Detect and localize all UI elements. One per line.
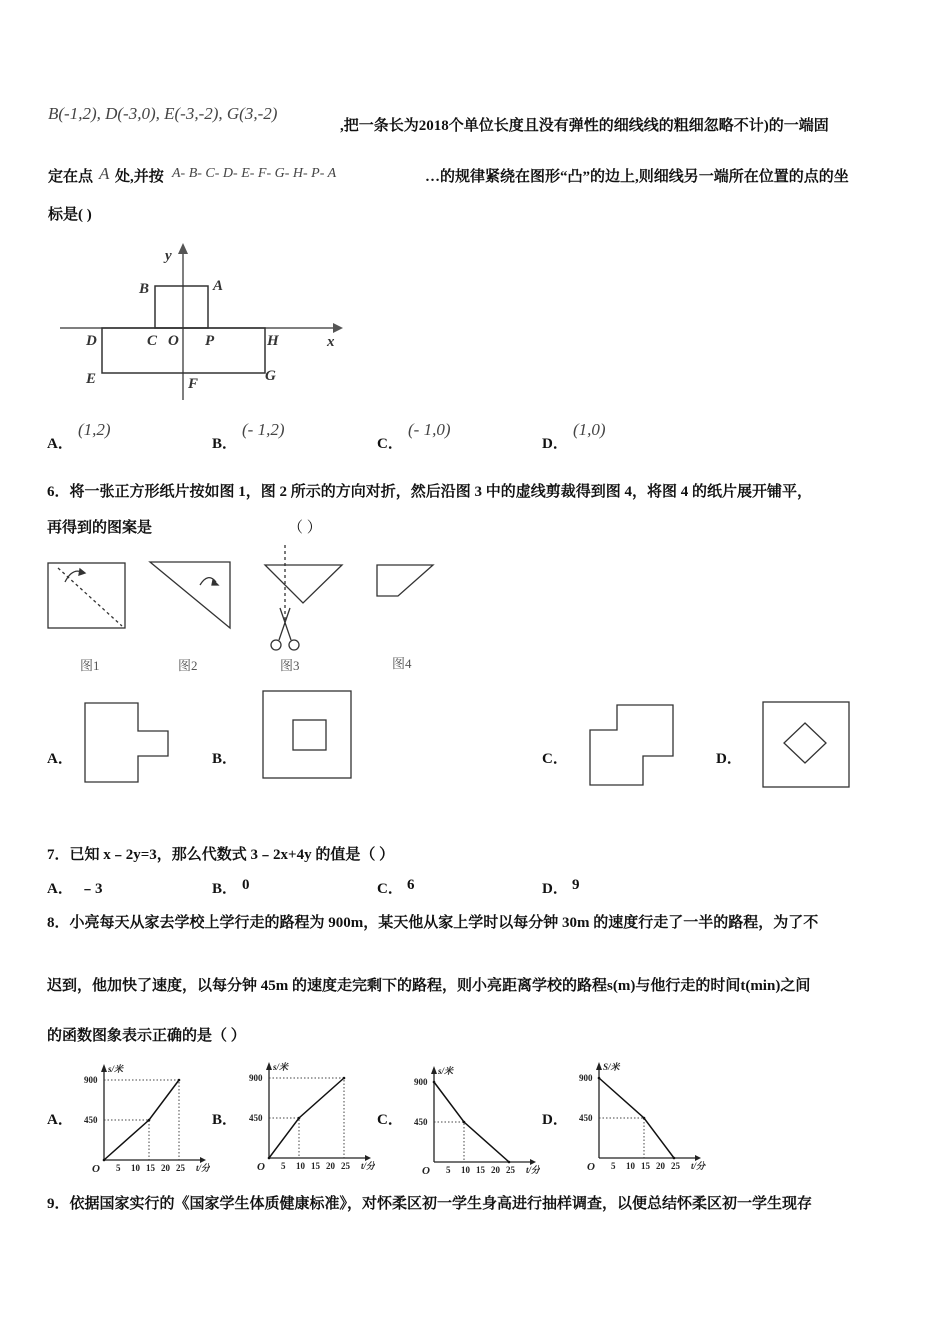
q8-option-a[interactable]: A．: [47, 1112, 73, 1128]
q7-option-b-value[interactable]: 0: [242, 877, 250, 893]
data-point: [463, 1121, 466, 1124]
x-tick-label: 15: [311, 1161, 320, 1171]
x-tick-label: 25: [671, 1161, 680, 1171]
data-point: [343, 1077, 346, 1080]
x-tick-label: 15: [476, 1165, 485, 1175]
fig2-label: 图2: [178, 658, 198, 673]
x-axis-label: t/分: [691, 1161, 706, 1171]
data-point: [268, 1157, 271, 1160]
x-tick-label: 25: [176, 1163, 185, 1173]
q6-option-c[interactable]: C．: [542, 751, 568, 767]
fig3-label: 图3: [280, 658, 300, 673]
x-tick-label: 15: [641, 1161, 650, 1171]
y-tick-label: 900: [249, 1073, 263, 1083]
y-axis-arrow: [431, 1066, 437, 1074]
q5-points: B(-1,2), D(-3,0), E(-3,-2), G(3,-2): [48, 104, 278, 123]
label-H: H: [267, 333, 279, 349]
q6-option-b[interactable]: B．: [212, 751, 238, 767]
y-tick-label: 450: [579, 1113, 593, 1123]
q5-text-line2a: 定在点: [48, 169, 94, 185]
q5-option-b-label[interactable]: B．: [212, 436, 238, 452]
q5-figure: [55, 240, 345, 405]
x-tick-label: 20: [326, 1161, 335, 1171]
label-A: A: [213, 278, 224, 294]
q5-option-c-label[interactable]: C．: [377, 436, 403, 452]
q8-text-line2: 迟到，他加快了速度，以每分钟 45m 的速度走完剩下的路程，则小亮距离学校的路程s(m)与他行走的时间t(min)之间: [47, 978, 811, 994]
q6-option-b-shape[interactable]: [260, 688, 356, 782]
fig1-label: 图1: [80, 658, 100, 673]
y-axis-label: s/米: [273, 1062, 289, 1072]
data-point: [433, 1081, 436, 1084]
q5-sequence: A- B- C- D- E- F- G- H- P- A: [172, 166, 337, 181]
x-tick-label: 5: [446, 1165, 451, 1175]
y-tick-label: 900: [414, 1077, 428, 1087]
x-tick-label: 20: [656, 1161, 665, 1171]
q5-option-a-value[interactable]: (1,2): [78, 420, 111, 439]
label-E: E: [86, 371, 97, 387]
q8-text-line1: 8．小亮每天从家去学校上学行走的路程为 900m，某天他从家上学时以每分钟 30m 的速度行走了一半的路程，为了不: [47, 915, 819, 931]
q5-point-a: A: [99, 164, 110, 183]
q8-graph-a[interactable]: [82, 1060, 210, 1175]
q7-option-d-label[interactable]: D．: [542, 881, 568, 897]
x-tick-label: 10: [131, 1163, 140, 1173]
x-tick-label: 5: [611, 1161, 616, 1171]
q6-text-line2: 再得到的图案是: [47, 520, 153, 536]
q5-text-line1: ,把一条长为2018个单位长度且没有弹性的细线线的粗细忽略不计)的一端固: [340, 118, 829, 134]
x-tick-label: 25: [341, 1161, 350, 1171]
origin-label: O: [587, 1161, 595, 1173]
x-tick-label: 20: [491, 1165, 500, 1175]
y-tick-label: 450: [249, 1113, 263, 1123]
data-point: [673, 1157, 676, 1160]
q5-option-d-value[interactable]: (1,0): [573, 420, 606, 439]
y-axis-label: s/米: [108, 1064, 124, 1074]
label-O: O: [168, 333, 179, 349]
q6-option-a[interactable]: A．: [47, 751, 73, 767]
q6-text-line1: 6．将一张正方形纸片按如图 1，图 2 所示的方向对折，然后沿图 3 中的虚线剪裁得到图 4，将图 4 的纸片展开铺平，: [47, 484, 813, 500]
x-tick-label: 10: [296, 1161, 305, 1171]
label-G: G: [265, 368, 276, 384]
q5-text-line3: 标是( ): [48, 207, 92, 223]
q7-option-a-value[interactable]: ﹣3: [80, 881, 103, 897]
x-tick-label: 10: [461, 1165, 470, 1175]
q8-graph-d[interactable]: [577, 1058, 727, 1173]
q7-stem: 7．已知 x﹣2y=3，那么代数式 3﹣2x+4y 的值是（ ）: [47, 847, 395, 863]
label-F: F: [188, 376, 199, 392]
origin-label: O: [422, 1165, 430, 1177]
data-point: [298, 1117, 301, 1120]
x-tick-label: 5: [116, 1163, 121, 1173]
q6-option-d[interactable]: D．: [716, 751, 742, 767]
y-axis-arrow: [596, 1062, 602, 1070]
q7-option-d-value[interactable]: 9: [572, 877, 580, 893]
q6-option-c-shape[interactable]: [585, 700, 680, 790]
guide-line: [599, 1118, 644, 1158]
q5-text-line2b: 处,并按: [115, 169, 164, 185]
y-axis-arrow: [266, 1062, 272, 1070]
data-point: [598, 1077, 601, 1080]
q6-folding-figures: [40, 540, 450, 680]
data-point: [178, 1079, 181, 1082]
x-tick-label: 20: [161, 1163, 170, 1173]
x-axis-label: t/分: [526, 1165, 540, 1175]
data-point: [103, 1159, 106, 1162]
q5-option-c-value[interactable]: (- 1,0): [408, 420, 451, 439]
x-tick-label: 10: [626, 1161, 635, 1171]
label-C: C: [147, 333, 158, 349]
q6-option-d-shape[interactable]: [760, 699, 854, 793]
q8-graph-b[interactable]: [247, 1058, 375, 1173]
guide-line: [434, 1122, 464, 1162]
y-tick-label: 900: [579, 1073, 593, 1083]
data-point: [148, 1119, 151, 1122]
data-point: [508, 1161, 511, 1164]
q9-text-line1: 9．依据国家实行的《国家学生体质健康标准》，对怀柔区初一学生身高进行抽样调查，以便总结怀柔区初一学生现存: [47, 1196, 813, 1212]
x-tick-label: 5: [281, 1161, 286, 1171]
y-tick-label: 450: [84, 1115, 98, 1125]
q8-text-line3: 的函数图象表示正确的是（ ）: [47, 1028, 246, 1044]
label-x: x: [327, 334, 335, 350]
q7-option-c-value[interactable]: 6: [407, 877, 415, 893]
y-axis-label: S/米: [603, 1062, 620, 1072]
x-axis-label: t/分: [361, 1161, 375, 1171]
q8-option-d[interactable]: D．: [542, 1112, 568, 1128]
x-tick-label: 15: [146, 1163, 155, 1173]
y-axis-arrow: [101, 1064, 107, 1072]
q5-text-line2c: …的规律紧绕在图形“凸”的边上,则细线另一端所在位置的点的坐: [425, 169, 849, 185]
q8-graph-c[interactable]: [412, 1062, 540, 1177]
label-y: y: [165, 248, 172, 264]
y-tick-label: 900: [84, 1075, 98, 1085]
q8-option-c[interactable]: C．: [377, 1112, 403, 1128]
q8-option-b[interactable]: B．: [212, 1112, 238, 1128]
q7-option-a-label[interactable]: A．: [47, 881, 73, 897]
origin-label: O: [92, 1163, 100, 1175]
q6-option-a-shape[interactable]: [80, 698, 180, 788]
origin-label: O: [257, 1161, 265, 1173]
label-D: D: [86, 333, 97, 349]
data-point: [643, 1117, 646, 1120]
q7-option-c-label[interactable]: C．: [377, 881, 403, 897]
y-axis-label: s/米: [438, 1066, 454, 1076]
q5-option-d-label[interactable]: D．: [542, 436, 568, 452]
fig4-label: 图4: [392, 656, 412, 671]
q6-paren: （ ）: [288, 520, 322, 536]
label-B: B: [139, 281, 150, 297]
x-axis-label: t/分: [196, 1163, 210, 1173]
q5-option-b-value[interactable]: (- 1,2): [242, 420, 285, 439]
y-tick-label: 450: [414, 1117, 428, 1127]
q7-option-b-label[interactable]: B．: [212, 881, 238, 897]
x-tick-label: 25: [506, 1165, 515, 1175]
label-P: P: [205, 333, 215, 349]
q5-option-a-label[interactable]: A．: [47, 436, 73, 452]
